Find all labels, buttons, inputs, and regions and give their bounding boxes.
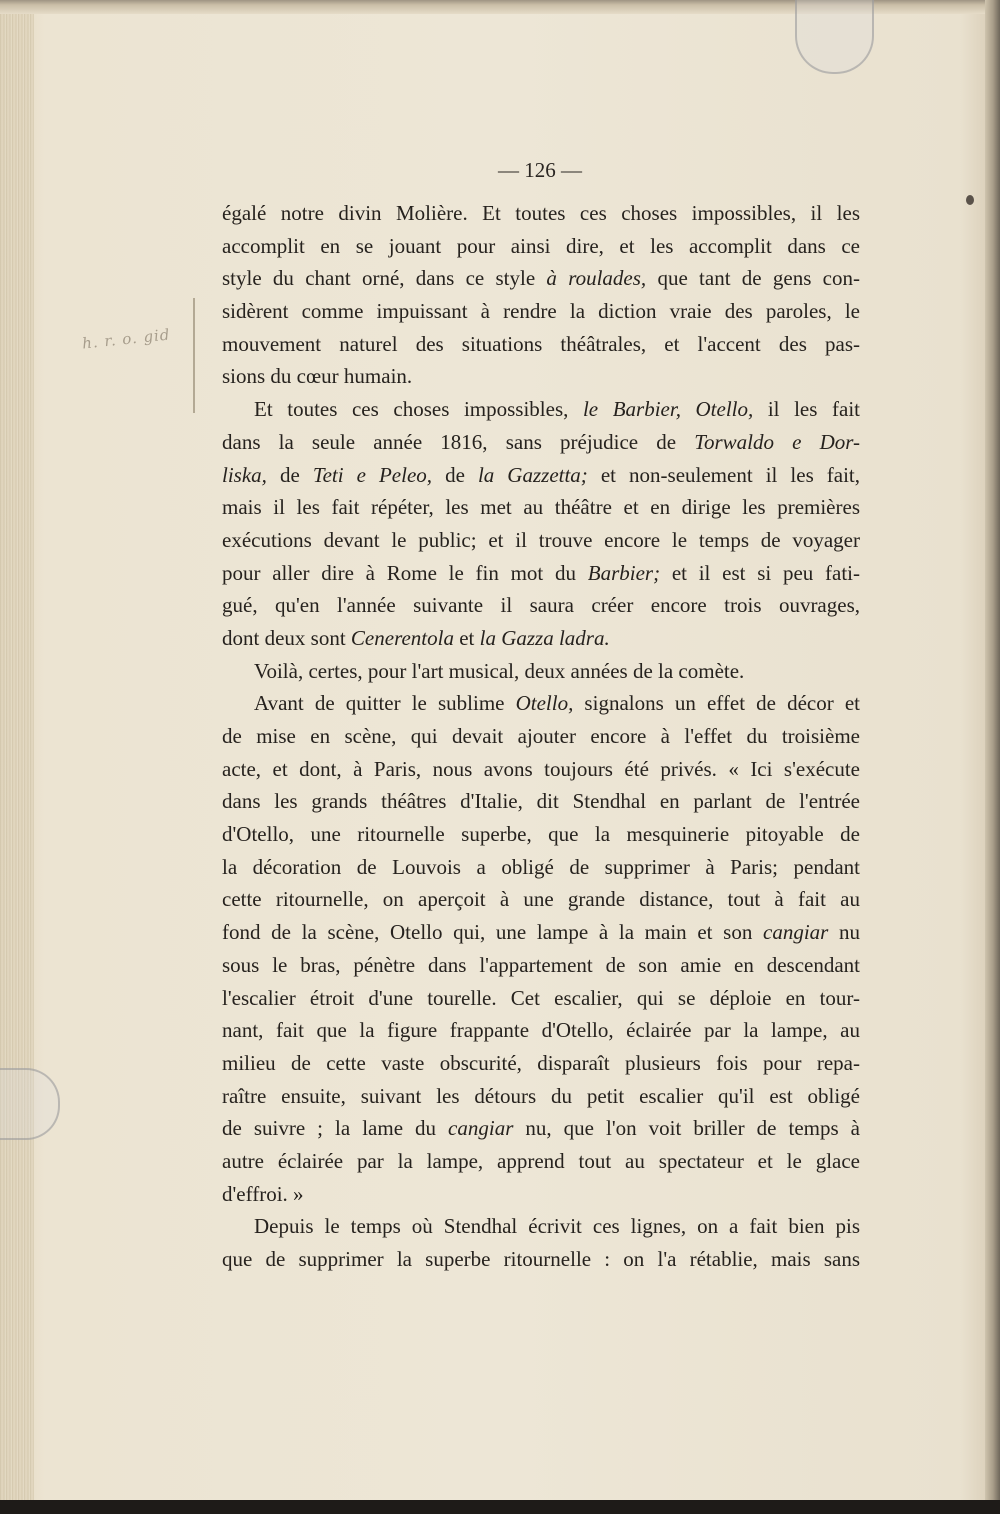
text-segment: de mise en scène, qui devait ajouter encore à l'effet du troisième: [222, 724, 860, 748]
text-segment: dans les grands théâtres d'Italie, dit Stendhal en parlant de l'entrée: [222, 789, 860, 814]
text-line: [222, 1145, 860, 1178]
page-right-edge: [985, 0, 1000, 1514]
text-segment: raître ensuite, suivant les détours du petit escalier qu'il est obligé: [222, 1083, 860, 1108]
text-segment: fond de la scène, Otello qui, une lampe à la main et son: [222, 920, 764, 945]
text-segment: l'escalier étroit d'une tourelle. Cet escalier, qui se déploie en tour-: [222, 985, 860, 1010]
text-segment: dans la seule année 1816, sans préjudice de: [222, 429, 695, 454]
text-line: [222, 197, 860, 230]
text-line: [222, 589, 860, 622]
text-line: [222, 1243, 860, 1276]
text-segment: accomplit en se jouant pour ainsi dire, et les accomplit dans ce: [222, 233, 860, 258]
text-segment: milieu de cette vaste obscurité, disparaît plusieurs fois pour repa-: [222, 1050, 860, 1075]
text-segment: style du chant orné, dans ce style: [222, 266, 547, 291]
italic-title: Torwaldo e Dor-: [694, 429, 861, 454]
text-line: [222, 262, 860, 295]
text-line: [222, 949, 860, 982]
paper-clip-top: [795, 0, 874, 74]
italic-title: Cenerentola: [350, 625, 454, 650]
text-line: [222, 393, 860, 426]
text-segment: autre éclairée par la lampe, apprend tout au spectateur et le glace: [222, 1148, 860, 1173]
text-segment: cette ritournelle, on aperçoit à une grande distance, tout à fait au: [222, 887, 860, 912]
text-segment: la décoration de Louvois a obligé de supprimer à Paris; pendant: [222, 854, 860, 879]
text-segment: gué, qu'en l'année suivante il saura créer encore trois ouvrages,: [222, 593, 860, 618]
margin-mark: [193, 298, 195, 413]
text-segment: Depuis le temps où Stendhal écrivit ces lignes, on a fait bien pis: [254, 1214, 860, 1239]
italic-title: Teti e Peleo,: [312, 462, 433, 487]
italic-title: à roulades,: [546, 266, 647, 291]
text-line: [222, 982, 860, 1015]
text-line: [222, 851, 860, 884]
text-segment: que de supprimer la superbe ritournelle : on l'a rétablie, mais sans: [222, 1247, 860, 1271]
margin-annotation: h. r. o. gid: [81, 325, 172, 353]
text-line: [222, 557, 860, 590]
text-segment: Avant de quitter le sublime: [254, 691, 516, 716]
text-segment: signalons un effet de décor et: [573, 691, 860, 716]
text-line: [222, 1080, 860, 1113]
paper-clip-left: [0, 1068, 60, 1140]
text-line: [222, 1178, 860, 1211]
text-segment: sions du cœur humain.: [222, 364, 413, 389]
text-line: [222, 295, 860, 328]
text-line: [222, 524, 860, 557]
italic-title: cangiar: [448, 1116, 514, 1141]
text-segment: sous le bras, pénètre dans l'appartement de son amie en descendant: [222, 952, 860, 977]
body-text: [222, 197, 860, 1276]
page-binding-edge: [0, 0, 34, 1514]
text-line: [222, 426, 860, 459]
text-segment: pour aller dire à Rome le fin mot du: [222, 560, 588, 585]
text-line: [222, 720, 860, 753]
ink-spot: [966, 195, 974, 205]
text-segment: mais il les fait répéter, les met au théâtre et en dirige les premières: [222, 495, 860, 520]
text-line: [222, 459, 860, 492]
text-segment: et non-seulement il les fait,: [587, 462, 861, 487]
text-segment: et: [453, 625, 480, 650]
italic-title: Barbier;: [587, 560, 661, 585]
text-line: [222, 1014, 860, 1047]
text-line: [222, 328, 860, 361]
text-segment: et il est si peu fati-: [660, 560, 860, 585]
text-segment: exécutions devant le public; et il trouve encore le temps de voyager: [222, 527, 860, 552]
text-line: [222, 916, 860, 949]
text-line: [222, 883, 860, 916]
text-segment: mouvement naturel des situations théâtrales, et l'accent des pas-: [222, 331, 860, 356]
text-line: [222, 622, 860, 655]
text-line: [222, 230, 860, 263]
italic-title: la Gazzetta;: [477, 462, 588, 487]
text-line: [222, 360, 860, 393]
text-line: [222, 785, 860, 818]
text-line: [222, 1047, 860, 1080]
text-line: [222, 818, 860, 851]
text-segment: il les fait: [753, 397, 860, 422]
text-segment: de: [266, 462, 313, 487]
text-line: [222, 753, 860, 786]
italic-title: cangiar: [763, 920, 829, 945]
text-line: [222, 1112, 860, 1145]
text-segment: égalé notre divin Molière. Et toutes ces choses impossibles, il les: [222, 201, 860, 225]
text-segment: Voilà, certes, pour l'art musical, deux années de la comète.: [254, 658, 745, 683]
text-line: [222, 655, 860, 688]
text-segment: Et toutes ces choses impossibles,: [254, 397, 583, 422]
text-segment: dont deux sont: [222, 625, 351, 650]
text-line: [222, 1210, 860, 1243]
text-segment: nu, que l'on voit briller de temps à: [513, 1116, 860, 1141]
text-segment: nu: [828, 920, 861, 945]
italic-title: Otello,: [515, 691, 574, 716]
page-number: — 126 —: [498, 158, 582, 182]
text-segment: nant, fait que la figure frappante d'Otello, éclairée par la lampe, au: [222, 1018, 860, 1043]
text-segment: de: [432, 462, 478, 487]
italic-title: le Barbier, Otello,: [582, 397, 754, 422]
page-bottom-edge: [0, 1500, 1000, 1514]
text-segment: de suivre ; la lame du: [222, 1116, 449, 1141]
text-segment: d'effroi. »: [222, 1181, 304, 1206]
text-segment: que tant de gens con-: [646, 266, 860, 291]
italic-title: la Gazza ladra.: [479, 625, 610, 650]
text-line: [222, 491, 860, 524]
text-line: [222, 687, 860, 720]
text-segment: d'Otello, une ritournelle superbe, que la mesquinerie pitoyable de: [222, 822, 860, 847]
text-segment: acte, et dont, à Paris, nous avons toujours été privés. « Ici s'exécute: [222, 756, 860, 781]
italic-title: liska,: [222, 462, 267, 487]
text-segment: sidèrent comme impuissant à rendre la diction vraie des paroles, le: [222, 299, 860, 324]
